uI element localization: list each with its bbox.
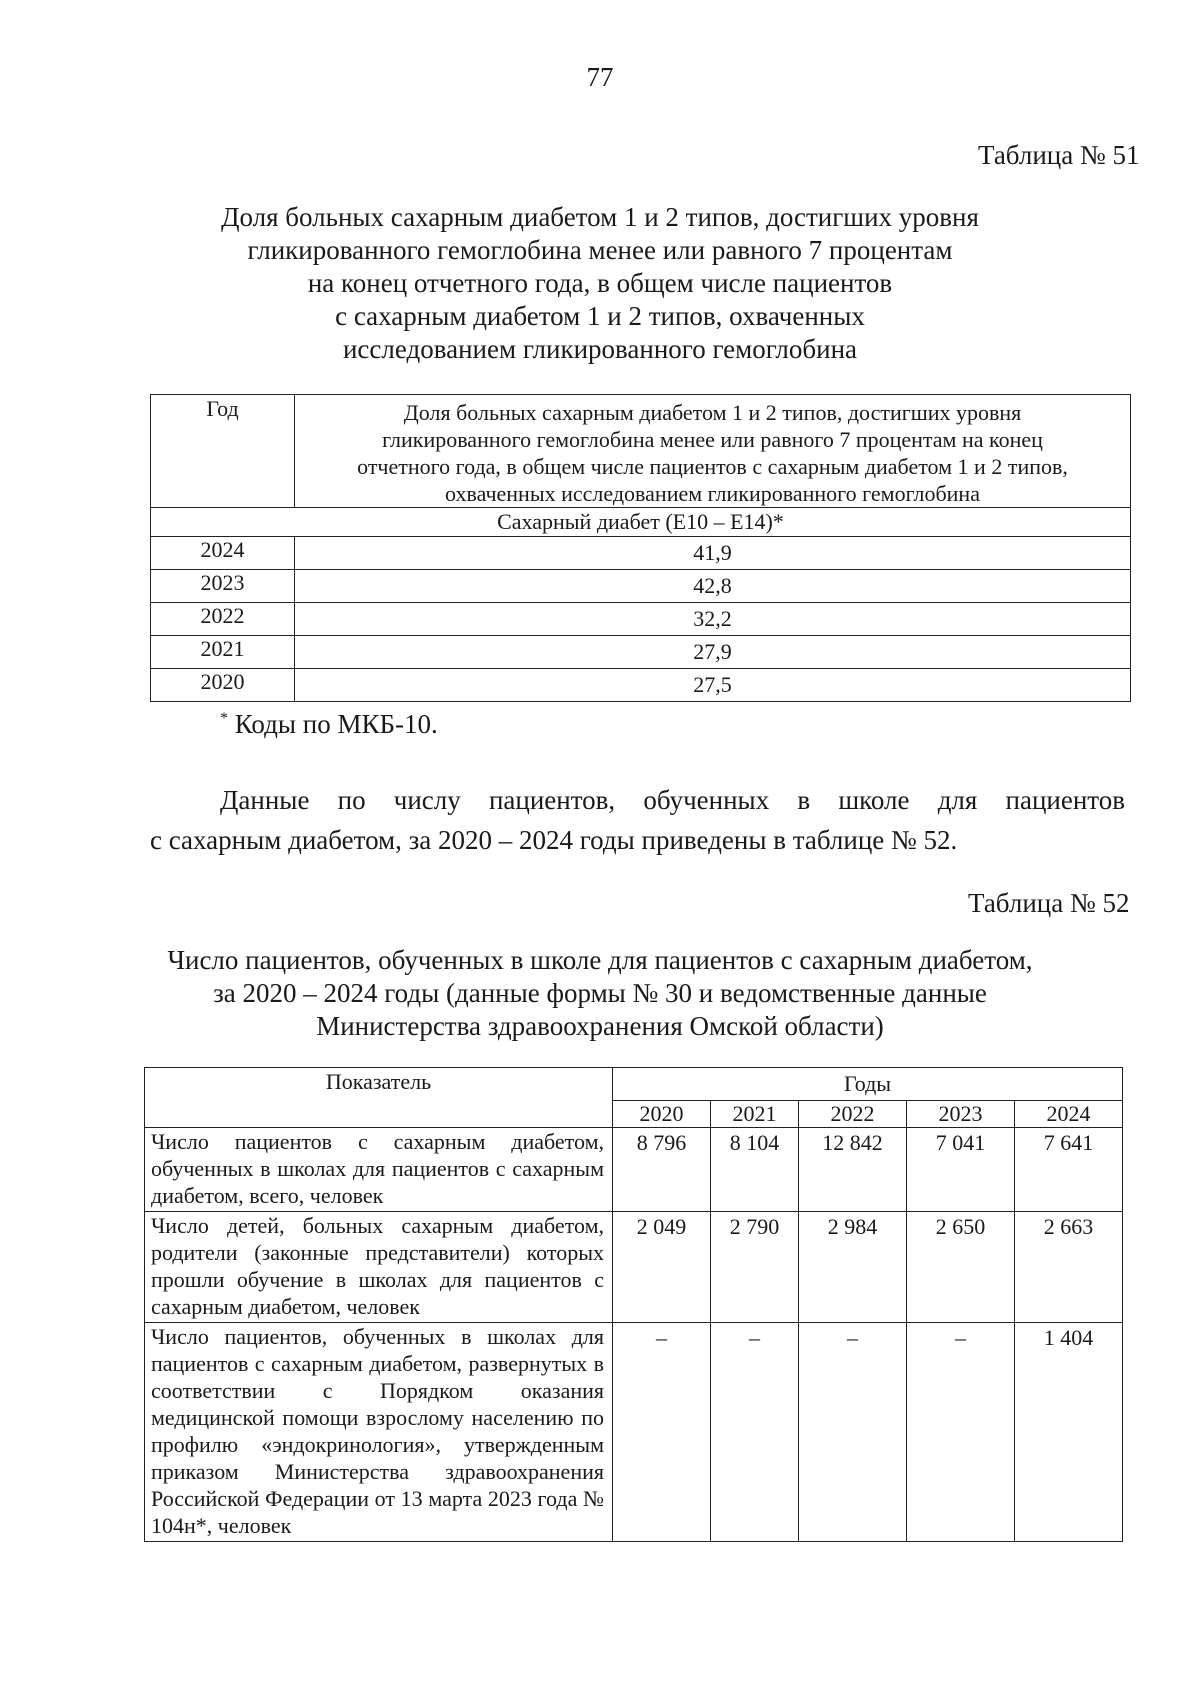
paragraph-line: с сахарным диабетом, за 2020 – 2024 годы приведены в таблице № 52. <box>150 825 958 855</box>
table52-value-cell: 7 041 <box>907 1128 1015 1212</box>
table51-col-desc-line: гликированного гемоглобина менее или равного 7 процентам на конец <box>382 427 1043 452</box>
table51-col-desc <box>295 395 1131 508</box>
table52-value-cell: 2 650 <box>907 1212 1015 1323</box>
table52-value-cell: 2 663 <box>1015 1212 1123 1323</box>
footnote <box>220 709 438 740</box>
table52-indicator-cell: Число пациентов с сахарным диабетом, обученных в школах для пациентов с сахарным диабетом, всего, человек <box>145 1128 613 1212</box>
table51-year-cell: 2020 <box>151 669 295 702</box>
table-row <box>151 669 1131 702</box>
table-row <box>151 636 1131 669</box>
footnote-mark: * <box>220 710 228 727</box>
table51-value-cell: 42,8 <box>295 570 1131 603</box>
table52-year-header: 2020 <box>613 1101 711 1128</box>
page-number: 77 <box>586 62 614 92</box>
table52-title-line: Число пациентов, обученных в школе для пациентов с сахарным диабетом, <box>167 945 1033 975</box>
paragraph <box>150 780 1125 860</box>
table52-value-cell: 8 104 <box>711 1128 799 1212</box>
table52-value-cell: – <box>613 1323 711 1542</box>
table51-col-desc-line: отчетного года, в общем числе пациентов с сахарным диабетом 1 и 2 типов, <box>357 454 1068 479</box>
table52-year-header: 2022 <box>799 1101 907 1128</box>
table51-value-cell: 27,5 <box>295 669 1131 702</box>
table52-col-years: Годы <box>613 1068 1123 1101</box>
table52-indicator-cell: Число детей, больных сахарным диабетом, родители (законные представители) которых прошли обучение в школах для пациентов с сахарным диабетом, человек <box>145 1212 613 1323</box>
table52-title-line: за 2020 – 2024 годы (данные формы № 30 и ведомственные данные <box>213 978 987 1008</box>
table52-value-cell: 12 842 <box>799 1128 907 1212</box>
table51-title-line: на конец отчетного года, в общем числе пациентов <box>307 268 893 298</box>
table51-col-desc-line: Доля больных сахарным диабетом 1 и 2 типов, достигших уровня <box>403 400 1022 425</box>
table-row <box>151 570 1131 603</box>
table52-label: Таблица № 52 <box>968 888 1130 918</box>
table52-title <box>0 944 1200 1043</box>
table52-year-header: 2024 <box>1015 1101 1123 1128</box>
table52-header-row <box>145 1068 1123 1101</box>
table52-value-cell: 1 404 <box>1015 1323 1123 1542</box>
table51-title-line: исследованием гликированного гемоглобина <box>342 334 858 364</box>
table-row <box>145 1323 1123 1542</box>
table52-value-cell: – <box>799 1323 907 1542</box>
table51-col-desc-line: охваченных исследованием гликированного гемоглобина <box>445 481 980 506</box>
table52-value-cell: 2 049 <box>613 1212 711 1323</box>
table-row <box>151 603 1131 636</box>
table51-col-year: Год <box>151 395 295 508</box>
table51-value-cell: 27,9 <box>295 636 1131 669</box>
table51-header-row <box>151 395 1131 508</box>
table51-year-cell: 2022 <box>151 603 295 636</box>
table51-label: Таблица № 51 <box>978 140 1140 170</box>
table51-title-line: Доля больных сахарным диабетом 1 и 2 типов, достигших уровня <box>221 202 979 232</box>
table52-value-cell: – <box>907 1323 1015 1542</box>
table51-year-cell: 2023 <box>151 570 295 603</box>
table-row <box>151 537 1131 570</box>
table52-col-indicator: Показатель <box>145 1068 613 1128</box>
table51-value-cell: 41,9 <box>295 537 1131 570</box>
table51-year-cell: 2021 <box>151 636 295 669</box>
table52-year-header: 2023 <box>907 1101 1015 1128</box>
table-row <box>145 1128 1123 1212</box>
table52-year-header: 2021 <box>711 1101 799 1128</box>
table52-value-cell: 8 796 <box>613 1128 711 1212</box>
table51-value-cell: 32,2 <box>295 603 1131 636</box>
table52-value-cell: 2 790 <box>711 1212 799 1323</box>
table51-year-cell: 2024 <box>151 537 295 570</box>
table52-value-cell: – <box>711 1323 799 1542</box>
table51-title <box>0 201 1200 366</box>
table52-indicator-cell: Число пациентов, обученных в школах для пациентов с сахарным диабетом, развернутых в соответствии с Порядком оказания медицинской помощи взрослому населению по профилю «эндокринология», утвержденным приказом Министерства здравоохранения Российской Федерации от 13 марта 2023 года № 104н*, человек <box>145 1323 613 1542</box>
table51-subheader: Сахарный диабет (E10 – E14)* <box>151 508 1131 537</box>
table51 <box>150 394 1131 702</box>
table51-title-line: с сахарным диабетом 1 и 2 типов, охваченных <box>335 301 865 331</box>
table52-value-cell: 7 641 <box>1015 1128 1123 1212</box>
paragraph-line: Данные по числу пациентов, обученных в школе для пациентов <box>220 785 1125 815</box>
table52 <box>144 1067 1123 1542</box>
table52-title-line: Министерства здравоохранения Омской области) <box>316 1011 884 1041</box>
table52-value-cell: 2 984 <box>799 1212 907 1323</box>
footnote-text: Коды по МКБ-10. <box>228 709 438 739</box>
table-row <box>145 1212 1123 1323</box>
table51-title-line: гликированного гемоглобина менее или равного 7 процентам <box>247 235 953 265</box>
table51-subheader-row <box>151 508 1131 537</box>
